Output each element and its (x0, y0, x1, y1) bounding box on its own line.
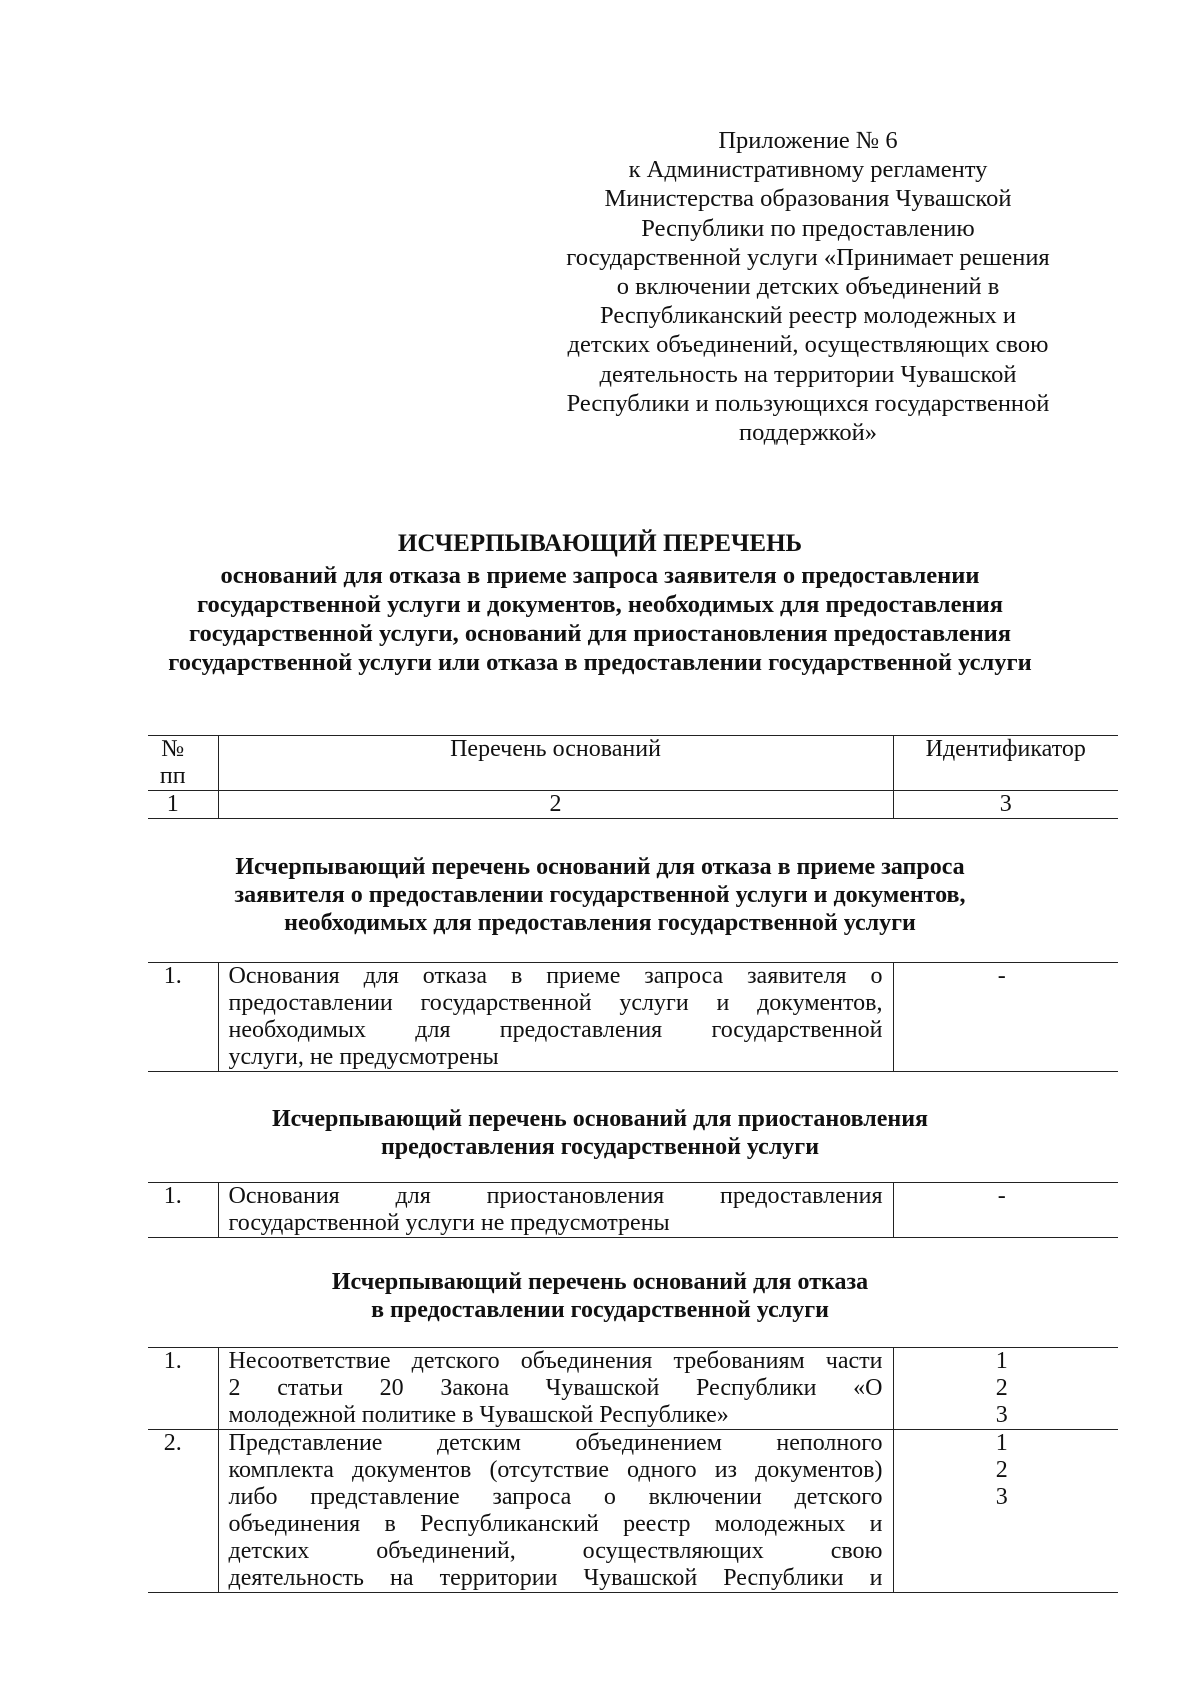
section2-table (148, 1182, 1118, 1238)
row-identifiers: 1 2 3 (893, 1430, 1118, 1593)
header-cell-reasons: Перечень оснований (218, 736, 893, 791)
header-table (148, 735, 1118, 819)
row-number: 1. (148, 1348, 218, 1430)
section1-table (148, 962, 1118, 1072)
row-identifier: - (893, 963, 1118, 1072)
numbering-cell: 1 (148, 791, 218, 819)
numbering-row (148, 791, 1118, 819)
annex-line: государственной услуги «Принимает решения (566, 243, 1050, 271)
table-row (148, 1183, 1118, 1238)
row-number: 1. (148, 1183, 218, 1238)
table-row (148, 1348, 1118, 1430)
header-cell-identifier: Идентификатор (893, 736, 1118, 791)
document-title: ИСЧЕРПЫВАЮЩИЙ ПЕРЕЧЕНЬ (397, 530, 803, 557)
section1-title: Исчерпывающий перечень оснований для отказа в приеме запроса заявителя о предоставлении государственной услуги и документов, необходимых для предоставления государственной услуги (234, 854, 966, 936)
annex-line: Республиканский реестр молодежных и (600, 302, 1016, 330)
annex-line: деятельность на территории Чувашской (599, 360, 1017, 388)
annex-line: Республики и пользующихся государственной (566, 389, 1050, 417)
row-text: Основания для приостановления предоставления государственной услуги не предусмотрены (218, 1183, 893, 1238)
section2-title: Исчерпывающий перечень оснований для приостановления предоставления государственной услуги (271, 1106, 929, 1160)
row-number: 1. (148, 963, 218, 1072)
subtitle-line: государственной услуги или отказа в предоставлении государственной услуги (168, 649, 1032, 676)
annex-line: Приложение № 6 (718, 127, 898, 154)
subtitle-line: государственной услуги, оснований для приостановления предоставления (188, 620, 1012, 647)
row-identifier: - (893, 1183, 1118, 1238)
row-number: 2. (148, 1430, 218, 1593)
annex-line: поддержкой» (739, 419, 877, 447)
table-row (148, 963, 1118, 1072)
row-text: Несоответствие детского объединения требованиям части 2 статьи 20 Закона Чувашской Республики «О молодежной политике в Чувашской Республике» (218, 1348, 893, 1430)
header-cell-number: № пп (148, 736, 218, 791)
subtitle-line: оснований для отказа в приеме запроса заявителя о предоставлении (220, 562, 980, 589)
section3-table (148, 1347, 1118, 1593)
section3-title: Исчерпывающий перечень оснований для отказа в предоставлении государственной услуги (331, 1269, 869, 1323)
numbering-cell: 3 (893, 791, 1118, 819)
header-row (148, 736, 1118, 791)
annex-line: детских объединений, осуществляющих свою (567, 331, 1049, 359)
row-text: Представление детским объединением неполного комплекта документов (отсутствие одного из документов) либо представление запроса о включении детского объединения в Республиканский реестр молодежных и детских объединений, осуществляющих свою деятельность на территории Чувашской Республики и (218, 1430, 893, 1593)
annex-line: о включении детских объединений в (616, 273, 1000, 301)
annex-header (548, 126, 1068, 447)
annex-line: к Административному регламенту (628, 156, 988, 184)
row-text: Основания для отказа в приеме запроса заявителя о предоставлении государственной услуги и документов, необходимых для предоставления государственной услуги, не предусмотрены (218, 963, 893, 1072)
annex-line: Республики по предоставлению (641, 214, 975, 242)
row-identifiers: 1 2 3 (893, 1348, 1118, 1430)
subtitle-line: государственной услуги и документов, необходимых для предоставления (197, 591, 1003, 618)
table-row (148, 1430, 1118, 1593)
numbering-cell: 2 (218, 791, 893, 819)
document-subtitle (0, 561, 1200, 677)
annex-line: Министерства образования Чувашской (604, 185, 1012, 213)
